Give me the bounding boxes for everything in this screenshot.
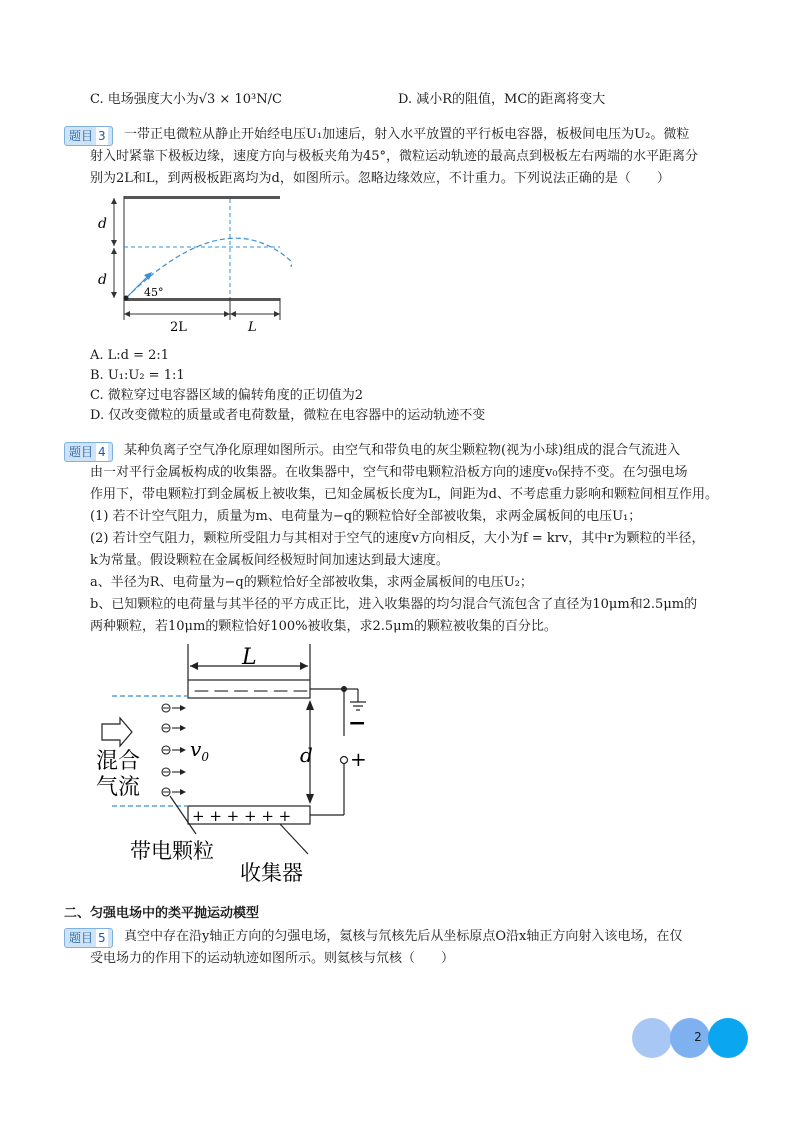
option-c-top: C. 电场强度大小为√3 × 10³N/C [90, 92, 282, 107]
particle-label: 带电颗粒 [130, 839, 214, 863]
gap-label: d [300, 743, 313, 767]
q3-capacitor-figure [92, 190, 292, 336]
question-tag-label: 题目 [69, 129, 94, 143]
velocity-label [190, 737, 209, 764]
section-title: 二、匀强电场中的类平抛运动模型 [64, 906, 260, 921]
plus-terminal: + [350, 747, 367, 771]
arrow-head [124, 311, 130, 317]
page-badge-circle-right [708, 1018, 748, 1058]
plus-terminal-dot [341, 757, 348, 764]
option-d-top: D. 减小R的阻值，MC的距离将变大 [398, 92, 606, 107]
q4-line-4: (1) 若不计空气阻力，质量为m、电荷量为−q的颗粒恰好全部被收集，求两金属板间的电压U₁； [90, 509, 642, 524]
arrow-head [111, 198, 117, 204]
inflow-arrow-icon [102, 718, 132, 746]
collector-label: 收集器 [240, 861, 303, 885]
page-number: 2 [694, 1030, 702, 1044]
length-label: L [242, 645, 257, 670]
span-left-label: 2L [170, 320, 187, 335]
arrow-head [230, 311, 236, 317]
span-right-label: L [248, 320, 257, 335]
particle-dot [124, 296, 129, 301]
minus-terminal: − [348, 710, 367, 736]
q4-line-6: k为常量。假设颗粒在金属板间经极短时间加速达到最大速度。 [90, 553, 449, 568]
q4-line-1: 某种负离子空气净化原理如图所示。由空气和带负电的灰尘颗粒物(视为小球)组成的混合气流进入 [124, 443, 681, 458]
collector-leader-line [280, 824, 308, 854]
arrow-head [306, 700, 314, 710]
velocity-symbol: v [190, 737, 202, 761]
arrow-head [190, 662, 198, 670]
q3-line-3: 别为2L和L，到两极板距离均为d，如图所示。忽略边缘效应，不计重力。下列说法正确的是（ ） [90, 171, 670, 186]
d-label-top: d [98, 216, 107, 232]
q5-line-2: 受电场力的作用下的运动轨迹如图所示。则氦核与氘核（ ） [90, 951, 455, 966]
particle-stream [162, 704, 186, 796]
question-tag-5 [64, 928, 113, 948]
arrow-head [224, 311, 230, 317]
q3-line-1: 一带正电微粒从静止开始经电压U₁加速后，射入水平放置的平行板电容器，板极间电压为U₂。微粒 [124, 127, 690, 142]
arrow-head [300, 662, 308, 670]
velocity-subscript: 0 [201, 750, 209, 764]
question-tag-label: 题目 [69, 931, 94, 945]
question-number: 3 [98, 129, 106, 143]
q5-line-1: 真空中存在沿y轴正方向的匀强电场，氦核与氘核先后从坐标原点O沿x轴正方向射入该电场，在仅 [124, 929, 683, 944]
q3-option-d: D. 仅改变微粒的质量或者电荷数量，微粒在电容器中的运动轨迹不变 [90, 408, 486, 423]
upper-plate [124, 196, 280, 199]
angle-label: 45° [144, 286, 164, 299]
negative-charges: — — — — — — [194, 681, 308, 699]
q4-line-7: a、半径为R、电荷量为−q的颗粒恰好全部被收集，求两金属板间的电压U₂； [90, 575, 533, 590]
question-tag-4 [64, 442, 113, 462]
arrow-head [111, 240, 117, 246]
q4-collector-figure [90, 640, 390, 886]
q3-option-a: A. L:d = 2:1 [90, 348, 170, 363]
d-label-bottom: d [98, 272, 107, 288]
q4-line-3: 作用下，带电颗粒打到金属板上被收集，已知金属板长度为L，间距为d、不考虑重力影响和颗粒间相互作用。 [90, 487, 718, 502]
arrow-head [306, 794, 314, 804]
positive-charges: + + + + + + [192, 807, 292, 825]
question-number: 4 [98, 445, 106, 459]
arrow-head [111, 248, 117, 254]
mix-label-line1: 混合 [96, 749, 141, 774]
question-tag-label: 题目 [69, 445, 94, 459]
trajectory-arrow [290, 262, 292, 270]
q3-option-c: C. 微粒穿过电容器区域的偏转角度的正切值为2 [90, 388, 364, 403]
arrow-head [274, 311, 280, 317]
mix-label-line2: 气流 [96, 775, 141, 800]
page-badge-circle-left [632, 1018, 672, 1058]
q4-line-8: b、已知颗粒的电荷量与其半径的平方成正比，进入收集器的均匀混合气流包含了直径为10μm和2.5μm的 [90, 597, 698, 612]
q4-line-2: 由一对平行金属板构成的收集器。在收集器中，空气和带电颗粒沿板方向的速度v₀保持不变。在匀强电场 [90, 465, 688, 480]
q3-option-b: B. U₁:U₂ = 1:1 [90, 368, 185, 383]
question-number: 5 [98, 931, 106, 945]
q4-line-9: 两种颗粒，若10μm的颗粒恰好100%被收集，求2.5μm的颗粒被收集的百分比。 [90, 619, 557, 634]
q3-line-2: 射入时紧靠下极板边缘，速度方向与极板夹角为45°，微粒运动轨迹的最高点到极板左右两端的水平距离分 [90, 149, 699, 164]
question-tag-3 [64, 126, 113, 146]
arrow-head [111, 292, 117, 298]
q4-line-5: (2) 若计空气阻力，颗粒所受阻力与其相对于空气的速度v方向相反，大小为f = krv，其中r为颗粒的半径， [90, 531, 705, 546]
